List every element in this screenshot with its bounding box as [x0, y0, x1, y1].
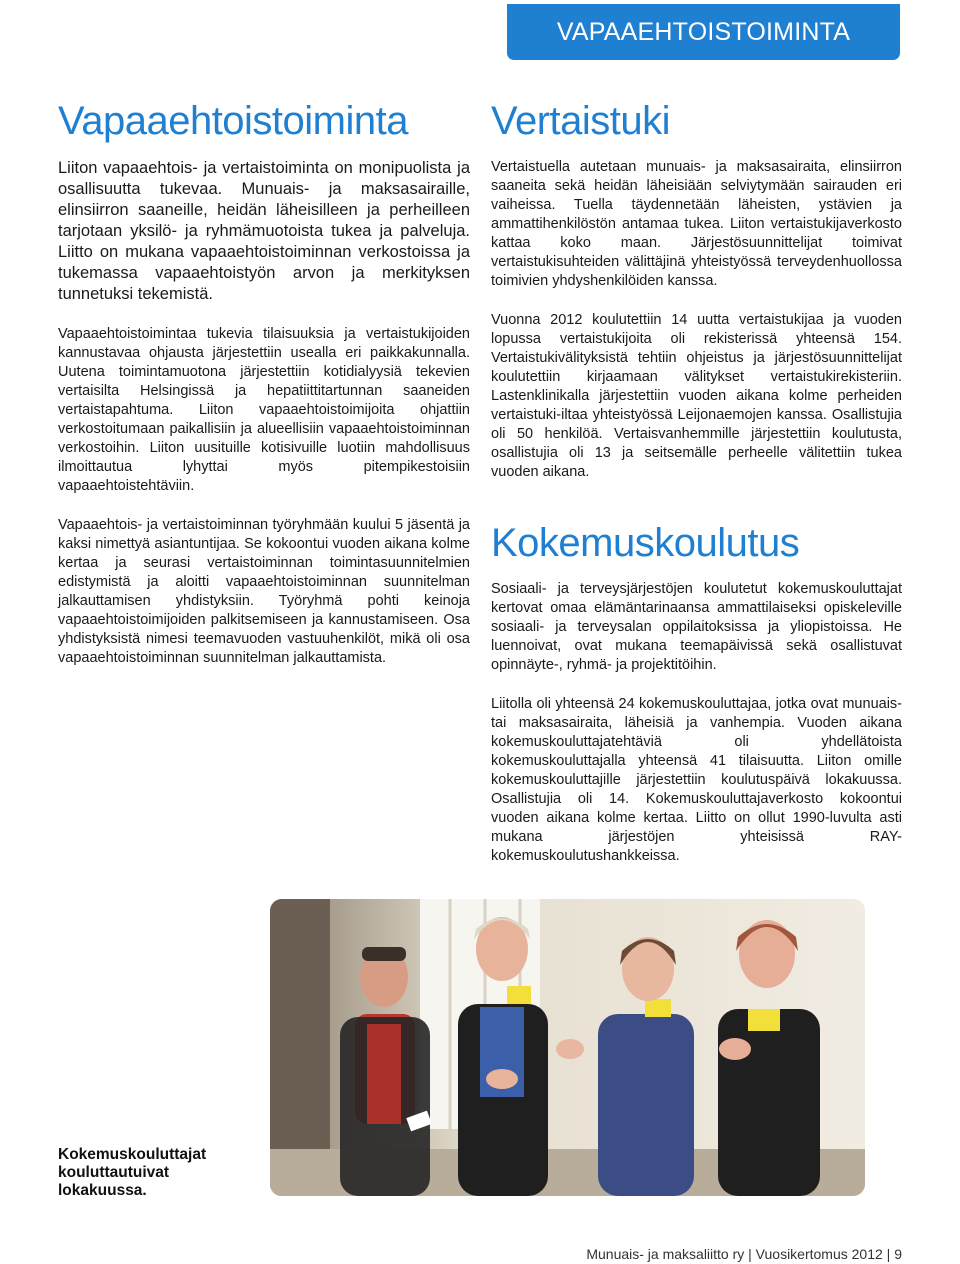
intro-paragraph: Liiton vapaaehtois- ja vertaistoiminta on monipuolista ja osallisuutta tukevaa. Munuais- ja maksasairaille, elinsiirron saaneille, heidän läheisilleen ja perheilleen tarjotaan yksilö- ja ryhmämuotoista tukea ja palveluja. Liitto on mukana vapaaehtoistoiminnan verkostoissa ja tukemassa vapaaehtoistyön arvon ja merkityksen tunnetuksi tekemistä. — [58, 159, 470, 303]
body-paragraph: Vapaaehtois- ja vertaistoiminnan työryhmään kuului 5 jäsentä ja kaksi nimettyä asiantuntijaa. Se kokoontui vuoden aikana kolme kertaa ja seurasi vertaistoiminnan toimintasuunnitelmien edistymistä ja aloitti vapaaehtoistoiminnan suunnitelman jalkauttamisen yhdistyksiin. Työryhmä pohti keinoja vapaaehtoistoimijoiden palkitsemiseen ja kannustamiseen. Osa yhdistyksistä nimesi teemavuoden vastuuhenkilöt, mikä oli osa vapaaehtoistoiminnan suunnitelman jalkauttamista. — [58, 517, 470, 666]
body-paragraph: Vertaistuella autetaan munuais- ja maksasairaita, elinsiirron saaneita sekä heidän läheisiään selviytymään sairauden eri vaiheissa. Tuella täydennetään läheisten, ystävien ja ammattihenkilöstön antamaa tukea. Liiton vertaistukijaverkosto kattaa koko maan. Järjestösuunnittelijat toimivat vertaistukisuhteiden välittäjinä yhteistyössä terveydenhuollossa toimivien yhdyshenkilöiden kanssa. — [491, 159, 902, 289]
group-photo — [270, 899, 865, 1196]
vapaaehtoistoiminta-heading: Vapaaehtoistoiminta — [58, 99, 408, 143]
section-tab: VAPAAEHTOISTOIMINTA — [507, 4, 900, 60]
photo-caption: Kokemuskouluttajat kouluttautuivat lokakuussa. — [58, 1146, 207, 1199]
body-paragraph: Sosiaali- ja terveysjärjestöjen koulutetut kokemuskouluttajat kertovat omaa elämäntarinaansa ammattilaiseksi opiskeleville sosiaali- ja terveysalan oppilaitoksissa ja yliopistoissa. He luennoivat, ovat mukana teemapäivissä sekä osallistuvat opinnäyte-, ryhmä- ja projektitöihin. — [491, 581, 902, 673]
vertaistuki-heading: Vertaistuki — [491, 99, 671, 143]
left-column — [58, 96, 470, 688]
right-column — [491, 96, 902, 886]
body-paragraph: Vapaaehtoistoimintaa tukevia tilaisuuksia ja vertaistukijoiden kannustavaa ohjausta järjestettiin usealla eri paikkakunnalla. Uutena toimintamuotona järjestettiin kotidialyysiä tekevien vertaisilta Helsingissä ja hepatiittitartunnan saaneiden vertaistapahtuma. Liiton vapaaehtoistoimijoita ohjattiin verkostoitumaan paikallisiin ja alueellisiin vapaaehtoistoiminnan verkostoihin. Liiton uusituille kotisivuille luotiin mahdollisuus ilmoittautua lyhyttai myös pitempikestoisiin vapaaehtoistehtäviin. — [58, 326, 470, 494]
kokemuskoulutus-heading: Kokemuskoulutus — [491, 521, 800, 565]
page-footer: Munuais- ja maksaliitto ry | Vuosikertomus 2012 | 9 — [586, 1246, 902, 1262]
body-paragraph: Vuonna 2012 koulutettiin 14 uutta vertaistukijaa ja vuoden lopussa vertaistukijoita oli rekisterissä yhteensä 154. Vertaistukivälityksistä tehtiin ohjeistus ja järjestösuunnittelijat koulutettiin kirjaamaan välitykset vertaistukirekisteriin. Lastenklinikalla järjestettiin vuoden aikana kolme perheiden vertaistuki-iltaa yhteistyössä Leijonaemojen kanssa. Osallistujia oli 50 henkilöä. Vertaisvanhemmille järjestettiin koulutusta, osallistujia oli 13 ja seitsemälle perheelle välitettiin tukea vuoden aikana. — [491, 312, 902, 480]
body-paragraph: Liitolla oli yhteensä 24 kokemuskouluttajaa, jotka ovat munuais- tai maksasairaita, läheisiä ja vanhempia. Vuoden aikana kokemuskouluttajatehtäviä oli yhdellätoista kokemuskouluttajalla yhteensä 41 tilaisuutta. Liiton omille kokemuskouluttajille järjestettiin koulutuspäivä lokakuussa. Osallistujia oli 14. Kokemuskouluttajaverkosto kokoontui vuoden aikana kolme kertaa. Liitto on ollut 1990-luvulta asti mukana järjestöjen yhteisissä RAY-kokemuskoulutushankkeissa. — [491, 696, 902, 864]
group-photo-illustration — [270, 899, 865, 1196]
